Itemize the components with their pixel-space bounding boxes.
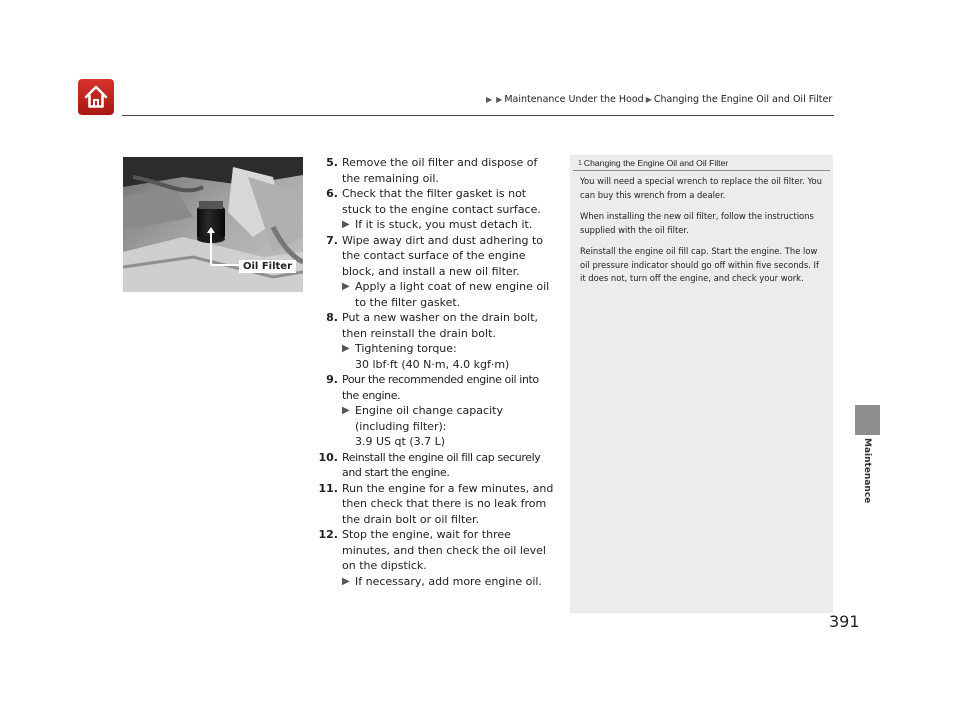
sidebar-heading: [573, 155, 830, 171]
sidebar-title: Changing the Engine Oil and Oil Filter: [583, 158, 729, 168]
step-text: Remove the oil filter and dispose of the remaining oil.: [342, 156, 538, 185]
step-number: 7.: [326, 233, 338, 247]
page-number: 391: [829, 612, 860, 631]
sidebar-paragraph: When installing the new oil filter, follow the instructions supplied with the oil filter.: [580, 211, 814, 235]
sub-arrow-icon: ▶: [342, 281, 350, 292]
breadcrumb-arrow-icon: ▶: [496, 95, 503, 104]
oil-filter-callout-label: Oil Filter: [239, 260, 296, 273]
step-text: Stop the engine, wait for three minutes, and then check the oil level on the dipstick.: [342, 528, 546, 572]
home-icon: [82, 83, 110, 111]
step-text: Pour the recommended engine oil into the engine.: [342, 373, 539, 402]
step-subitem: [305, 279, 555, 310]
subitem-text: If it is stuck, you must detach it.: [355, 218, 533, 231]
breadcrumb-item: Changing the Engine Oil and Oil Filter: [653, 94, 833, 105]
procedure-steps: [305, 155, 555, 589]
step-item: [305, 310, 555, 341]
sub-arrow-icon: ▶: [342, 575, 350, 587]
home-button[interactable]: [78, 79, 114, 115]
step-number: 11.: [318, 481, 338, 495]
oil-filter-photo: [123, 157, 303, 292]
step-subitem: [305, 403, 555, 450]
step-number: 9.: [326, 373, 338, 386]
sidebar-body: [570, 171, 833, 286]
step-subitem: [305, 217, 555, 233]
step-number: 12.: [318, 528, 338, 541]
breadcrumb-arrow-icon: ▶: [486, 95, 493, 104]
notes-sidebar: [570, 155, 833, 613]
step-item: [305, 155, 555, 186]
sub-arrow-icon: ▶: [342, 219, 350, 230]
header-divider: [122, 115, 834, 116]
step-item: [305, 481, 555, 528]
breadcrumb-item[interactable]: Maintenance Under the Hood: [504, 94, 644, 105]
subitem-text: If necessary, add more engine oil.: [355, 574, 542, 588]
subitem-text: Tightening torque: 30 lbf·ft (40 N·m, 4.0 kgf·m): [355, 342, 510, 371]
sidebar-paragraph: You will need a special wrench to replace the oil filter. You can buy this wrench from a dealer.: [580, 176, 822, 200]
step-number: 6.: [326, 187, 338, 200]
step-text: Run the engine for a few minutes, and then check that there is no leak from the drain bolt or oil filter.: [342, 481, 554, 526]
step-subitem: [305, 574, 555, 590]
sub-arrow-icon: ▶: [342, 405, 350, 416]
subitem-text: Apply a light coat of new engine oil to the filter gasket.: [355, 280, 550, 309]
step-text: Put a new washer on the drain bolt, then reinstall the drain bolt.: [342, 311, 539, 340]
step-text: Check that the filter gasket is not stuck to the engine contact surface.: [342, 187, 541, 216]
reference-number: 1: [578, 159, 582, 167]
step-item: [305, 527, 555, 574]
step-item: [305, 233, 555, 280]
step-item: [305, 372, 555, 403]
step-text: Reinstall the engine oil fill cap securely and start the engine.: [342, 450, 541, 479]
chapter-label: Maintenance: [862, 438, 872, 504]
breadcrumb: [484, 94, 832, 105]
step-number: 8.: [326, 311, 338, 324]
step-item: [305, 450, 555, 481]
subitem-text: Engine oil change capacity (including filter): 3.9 US qt (3.7 L): [355, 404, 503, 448]
step-subitem: [305, 341, 555, 372]
sidebar-paragraph: Reinstall the engine oil fill cap. Start the engine. The low oil pressure indicator should go off within five seconds. If it does not, turn off the engine, and check your work.: [580, 246, 819, 283]
step-item: [305, 186, 555, 217]
sub-arrow-icon: ▶: [342, 343, 350, 354]
breadcrumb-arrow-icon: ▶: [645, 95, 652, 104]
chapter-tab[interactable]: [855, 405, 880, 435]
step-number: 5.: [326, 156, 338, 169]
step-number: 10.: [318, 450, 338, 464]
step-text: Wipe away dirt and dust adhering to the contact surface of the engine block, and install a new oil filter.: [342, 233, 544, 278]
